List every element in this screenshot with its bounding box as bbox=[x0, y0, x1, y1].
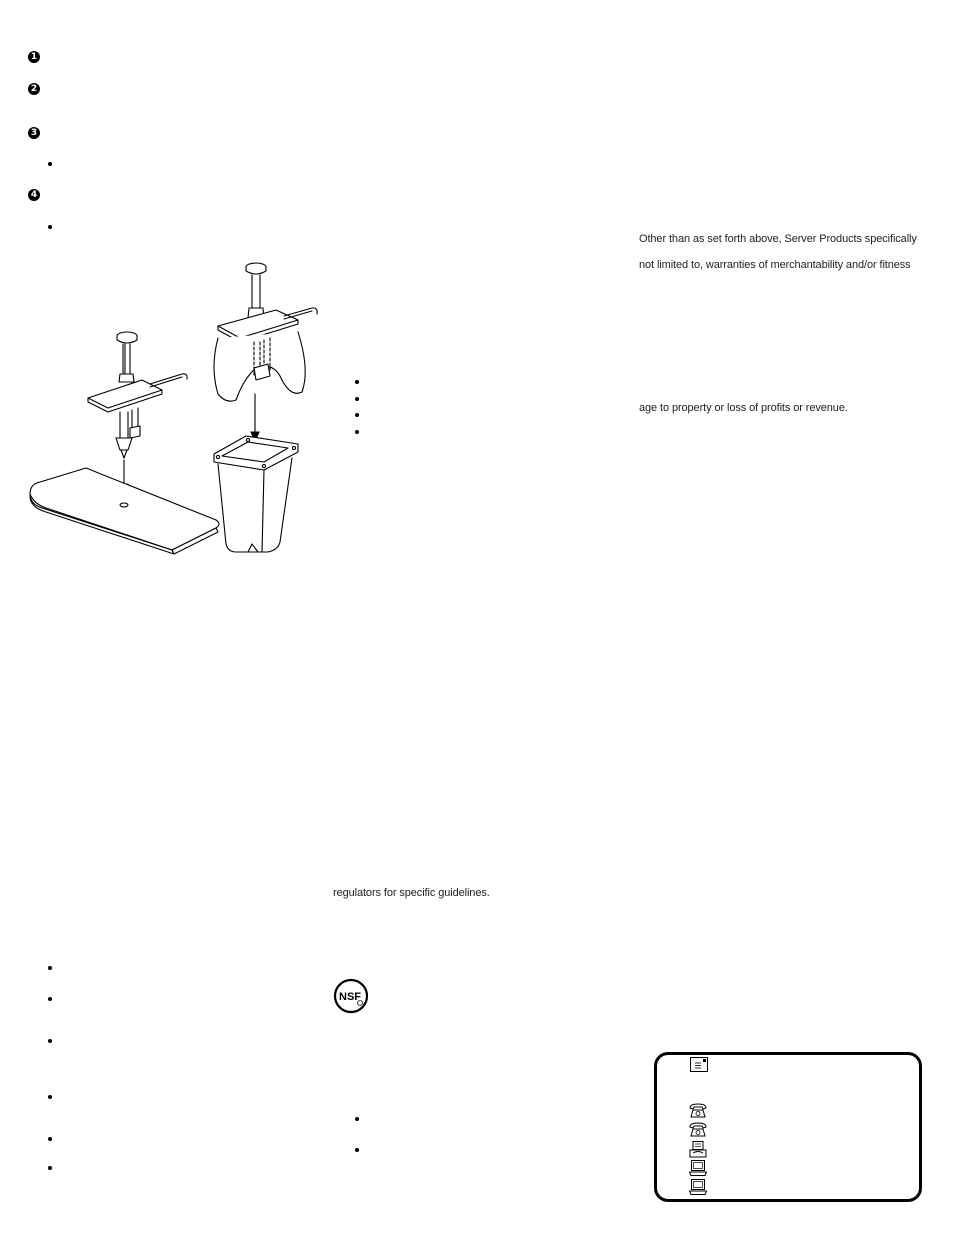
mail-icon bbox=[690, 1057, 708, 1072]
list-bullet bbox=[355, 1117, 359, 1121]
nsf-mark-text: NSF bbox=[339, 991, 361, 1003]
pump-installation-illustration bbox=[22, 258, 322, 558]
warranty-text-line: not limited to, warranties of merchantability and/or fitness bbox=[639, 259, 911, 271]
list-bullet bbox=[48, 1039, 52, 1043]
computer-icon bbox=[689, 1160, 707, 1176]
regulators-text-line: regulators for specific guidelines. bbox=[333, 887, 490, 899]
list-bullet bbox=[355, 413, 359, 417]
list-bullet bbox=[355, 380, 359, 384]
step-2-badge: 2 bbox=[28, 83, 40, 95]
list-bullet bbox=[48, 997, 52, 1001]
step-1-badge: 1 bbox=[28, 51, 40, 63]
list-bullet bbox=[48, 1166, 52, 1170]
liability-text-line: age to property or loss of profits or revenue. bbox=[639, 402, 848, 414]
list-bullet bbox=[48, 162, 52, 166]
step-4-badge: 4 bbox=[28, 189, 40, 201]
step-3-badge: 3 bbox=[28, 127, 40, 139]
list-bullet bbox=[355, 1148, 359, 1152]
list-bullet bbox=[355, 397, 359, 401]
list-bullet bbox=[48, 1137, 52, 1141]
computer-icon bbox=[689, 1179, 707, 1195]
nsf-certification-mark bbox=[333, 978, 369, 1014]
list-bullet bbox=[48, 1095, 52, 1099]
list-bullet bbox=[48, 225, 52, 229]
list-bullet bbox=[48, 966, 52, 970]
phone-icon bbox=[688, 1122, 708, 1137]
list-bullet bbox=[355, 430, 359, 434]
phone-icon bbox=[688, 1103, 708, 1118]
warranty-text-line: Other than as set forth above, Server Products specifically bbox=[639, 233, 917, 245]
fax-icon bbox=[689, 1141, 707, 1158]
